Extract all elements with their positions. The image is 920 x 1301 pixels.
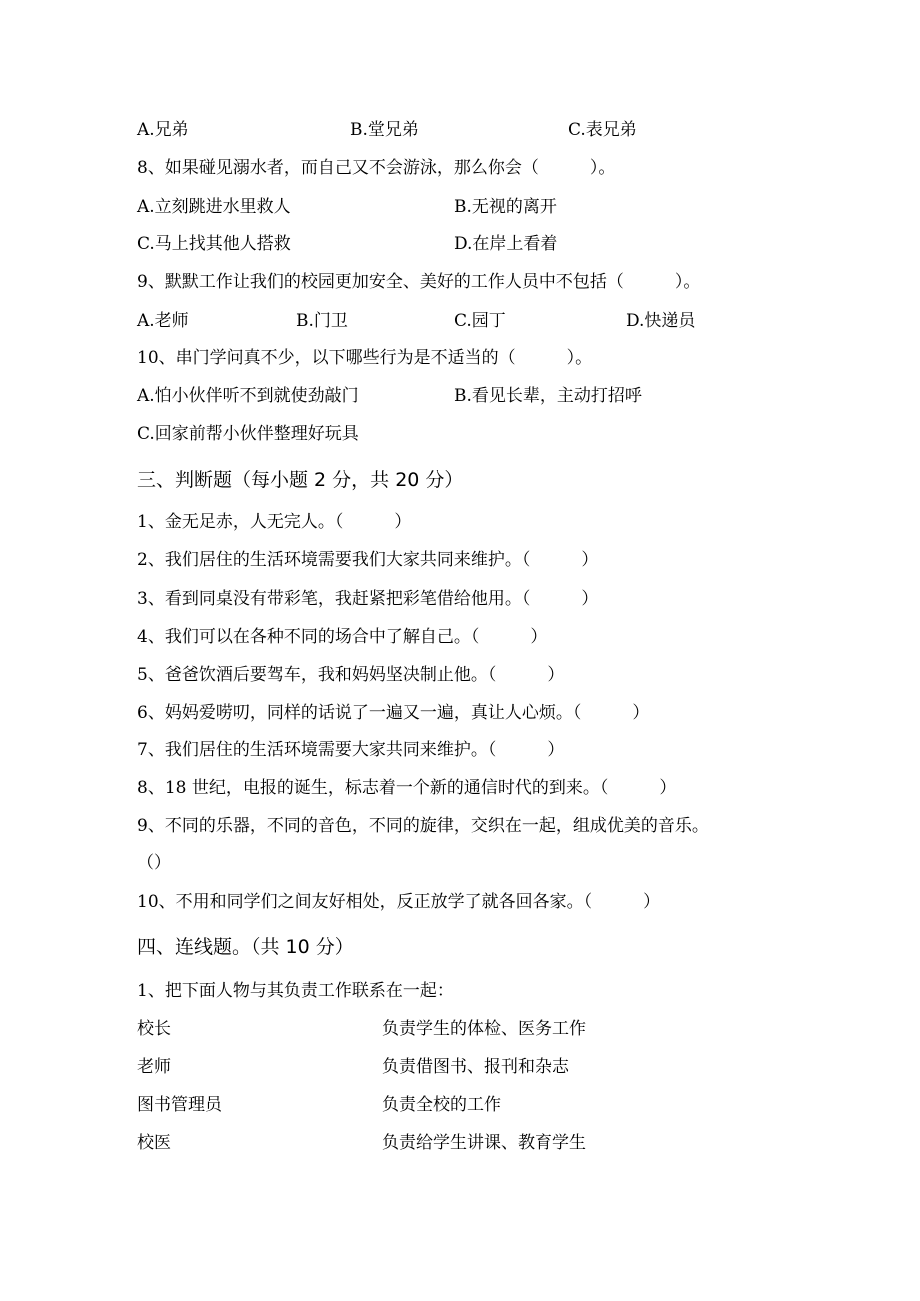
match-left-item: 图书管理员	[137, 1095, 222, 1115]
match-right-item: 负责借图书、报刊和杂志	[382, 1057, 569, 1077]
match-right-item: 负责学生的体检、医务工作	[382, 1019, 586, 1039]
match-left-item: 校长	[137, 1019, 171, 1039]
match-right-item: 负责全校的工作	[382, 1095, 501, 1115]
q9-option-b: B.门卫	[296, 311, 348, 331]
judge-item: 2、我们居住的生活环境需要我们大家共同来维护。（ ）	[137, 550, 599, 570]
judge-item: 3、看到同桌没有带彩笔，我赶紧把彩笔借给他用。（ ）	[137, 589, 599, 609]
q8-option-b: B.无视的离开	[454, 197, 557, 217]
judge-item: 5、爸爸饮酒后要驾车，我和妈妈坚决制止他。（ ）	[137, 665, 565, 685]
q10-stem: 10、串门学问真不少，以下哪些行为是不适当的（ ）。	[137, 348, 593, 368]
q7-option-c: C.表兄弟	[568, 120, 637, 140]
match-prompt: 1、把下面人物与其负责工作联系在一起：	[137, 981, 454, 1001]
section4-title: 四、连线题。（共 10 分）	[137, 936, 354, 958]
judge-item-blank: （）	[137, 853, 171, 873]
match-right-item: 负责给学生讲课、教育学生	[382, 1133, 586, 1153]
judge-item: 8、18 世纪，电报的诞生，标志着一个新的通信时代的到来。（ ）	[137, 778, 677, 798]
q10-option-a: A.怕小伙伴听不到就使劲敲门	[137, 386, 359, 406]
q7-option-a: A.兄弟	[137, 120, 189, 140]
judge-item: 7、我们居住的生活环境需要大家共同来维护。（ ）	[137, 740, 565, 760]
judge-item: 4、我们可以在各种不同的场合中了解自己。（ ）	[137, 627, 548, 647]
section3-title: 三、判断题（每小题 2 分，共 20 分）	[137, 469, 464, 491]
q9-option-c: C.园丁	[454, 311, 506, 331]
match-left-item: 老师	[137, 1057, 171, 1077]
match-left-item: 校医	[137, 1133, 171, 1153]
q9-option-d: D.快递员	[626, 311, 696, 331]
q10-option-b: B.看见长辈，主动打招呼	[454, 386, 642, 406]
q8-option-a: A.立刻跳进水里救人	[137, 197, 291, 217]
judge-item: 10、不用和同学们之间友好相处，反正放学了就各回各家。（ ）	[137, 892, 661, 912]
q9-stem: 9、默默工作让我们的校园更加安全、美好的工作人员中不包括（ ）。	[137, 272, 701, 292]
judge-item: 1、金无足赤，人无完人。（ ）	[137, 512, 412, 532]
q10-option-c: C.回家前帮小伙伴整理好玩具	[137, 424, 359, 444]
q8-option-d: D.在岸上看着	[454, 234, 558, 254]
q7-option-b: B.堂兄弟	[350, 120, 419, 140]
judge-item: 9、不同的乐器，不同的音色，不同的旋律，交织在一起，组成优美的音乐。	[137, 816, 709, 836]
judge-item: 6、妈妈爱唠叨，同样的话说了一遍又一遍，真让人心烦。（ ）	[137, 703, 650, 723]
q9-option-a: A.老师	[137, 311, 189, 331]
q8-stem: 8、如果碰见溺水者，而自己又不会游泳，那么你会（ ）。	[137, 158, 616, 178]
q8-option-c: C.马上找其他人搭救	[137, 234, 291, 254]
